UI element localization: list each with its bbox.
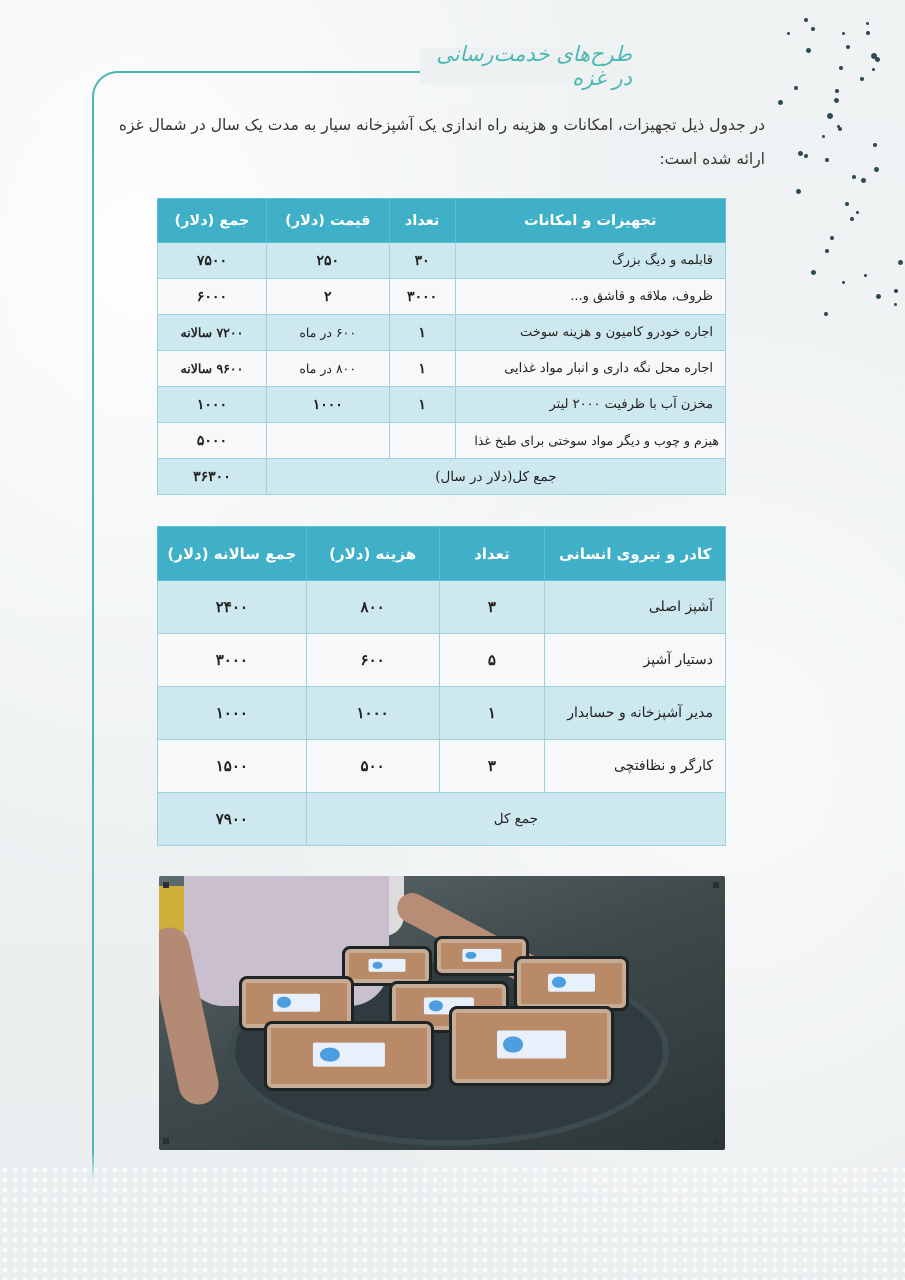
header-price: قیمت (دلار) [266, 199, 389, 243]
price-cell: ۸۰۰ در ماه [266, 351, 389, 387]
total-cell: ۲۴۰۰ [158, 581, 307, 634]
item-cell: ظروف، ملاقه و قاشق و... [455, 279, 725, 315]
equipment-cost-table [157, 198, 726, 495]
item-cell: اجاره خودرو کامیون و هزینه سوخت [455, 315, 725, 351]
total-cell: ۷۵۰۰ [158, 243, 267, 279]
table-row [158, 740, 726, 793]
table-row [158, 687, 726, 740]
table-header-row [158, 199, 726, 243]
header-role: کادر و نیروی انسانی [545, 527, 726, 581]
total-cell: ۱۰۰۰ [158, 687, 307, 740]
food-container [264, 1021, 434, 1091]
total-cell: ۱۵۰۰ [158, 740, 307, 793]
header-calligraphy-title: طرح‌های خدمت‌رسانی در غزه [420, 48, 632, 84]
table-row [158, 243, 726, 279]
total-value: ۷۹۰۰ [158, 793, 307, 846]
cost-cell: ۱۰۰۰ [306, 687, 439, 740]
qty-cell: ۳۰ [389, 243, 455, 279]
total-label: جمع کل [306, 793, 725, 846]
frame-line-fade [91, 1150, 95, 1182]
food-container [449, 1006, 614, 1086]
photo-corner-mark [713, 882, 719, 888]
item-cell: اجاره محل نگه داری و انبار مواد غذایی [455, 351, 725, 387]
table-row [158, 634, 726, 687]
price-cell [266, 423, 389, 459]
total-label: جمع کل(دلار در سال) [266, 459, 725, 495]
table-row [158, 315, 726, 351]
total-cell: ۶۰۰۰ [158, 279, 267, 315]
header-annual-total: جمع سالانه (دلار) [158, 527, 307, 581]
staff-cost-table [157, 526, 726, 846]
header-qty: تعداد [439, 527, 545, 581]
header-qty: تعداد [389, 199, 455, 243]
header-cost: هزینه (دلار) [306, 527, 439, 581]
header-item: تجهیزات و امکانات [455, 199, 725, 243]
total-cell: ۱۰۰۰ [158, 387, 267, 423]
cost-cell: ۸۰۰ [306, 581, 439, 634]
photo-corner-mark [713, 1138, 719, 1144]
item-cell: هیزم و چوب و دیگر مواد سوختی برای طبخ غذا [455, 423, 725, 459]
qty-cell: ۱ [439, 687, 545, 740]
total-cell: ۵۰۰۰ [158, 423, 267, 459]
qty-cell: ۳۰۰۰ [389, 279, 455, 315]
total-cell: ۹۶۰۰ سالانه [158, 351, 267, 387]
cost-cell: ۶۰۰ [306, 634, 439, 687]
role-cell: مدیر آشپزخانه و حسابدار [545, 687, 726, 740]
table-total-row [158, 793, 726, 846]
role-cell: آشپز اصلی [545, 581, 726, 634]
qty-cell: ۳ [439, 581, 545, 634]
table-row [158, 581, 726, 634]
price-cell: ۲۵۰ [266, 243, 389, 279]
table-header-row [158, 527, 726, 581]
photo-corner-mark [163, 882, 169, 888]
food-container [342, 946, 432, 986]
qty-cell: ۳ [439, 740, 545, 793]
cost-cell: ۵۰۰ [306, 740, 439, 793]
item-cell: قابلمه و دیگ بزرگ [455, 243, 725, 279]
qty-cell: ۱ [389, 387, 455, 423]
total-cell: ۳۰۰۰ [158, 634, 307, 687]
price-cell: ۲ [266, 279, 389, 315]
table-row [158, 387, 726, 423]
intro-paragraph: در جدول ذیل تجهیزات، امکانات و هزینه راه اندازی یک آشپزخانه سیار به مدت یک سال در شمال غزه ارائه شده است: [118, 116, 765, 168]
table-row [158, 351, 726, 387]
role-cell: دستیار آشپز [545, 634, 726, 687]
photo-corner-mark [163, 1138, 169, 1144]
qty-cell: ۱ [389, 315, 455, 351]
total-cell: ۷۲۰۰ سالانه [158, 315, 267, 351]
header-total: جمع (دلار) [158, 199, 267, 243]
food-tray-photo [159, 876, 725, 1150]
price-cell: ۱۰۰۰ [266, 387, 389, 423]
total-value: ۳۶۳۰۰ [158, 459, 267, 495]
qty-cell: ۵ [439, 634, 545, 687]
table-total-row [158, 459, 726, 495]
role-cell: کارگر و نظافتچی [545, 740, 726, 793]
qty-cell: ۱ [389, 351, 455, 387]
food-container [514, 956, 629, 1011]
table-row [158, 279, 726, 315]
table-row [158, 423, 726, 459]
decorative-dot-grid [0, 1165, 905, 1280]
price-cell: ۶۰۰ در ماه [266, 315, 389, 351]
item-cell: مخزن آب با ظرفیت ۲۰۰۰ لیتر [455, 387, 725, 423]
qty-cell [389, 423, 455, 459]
